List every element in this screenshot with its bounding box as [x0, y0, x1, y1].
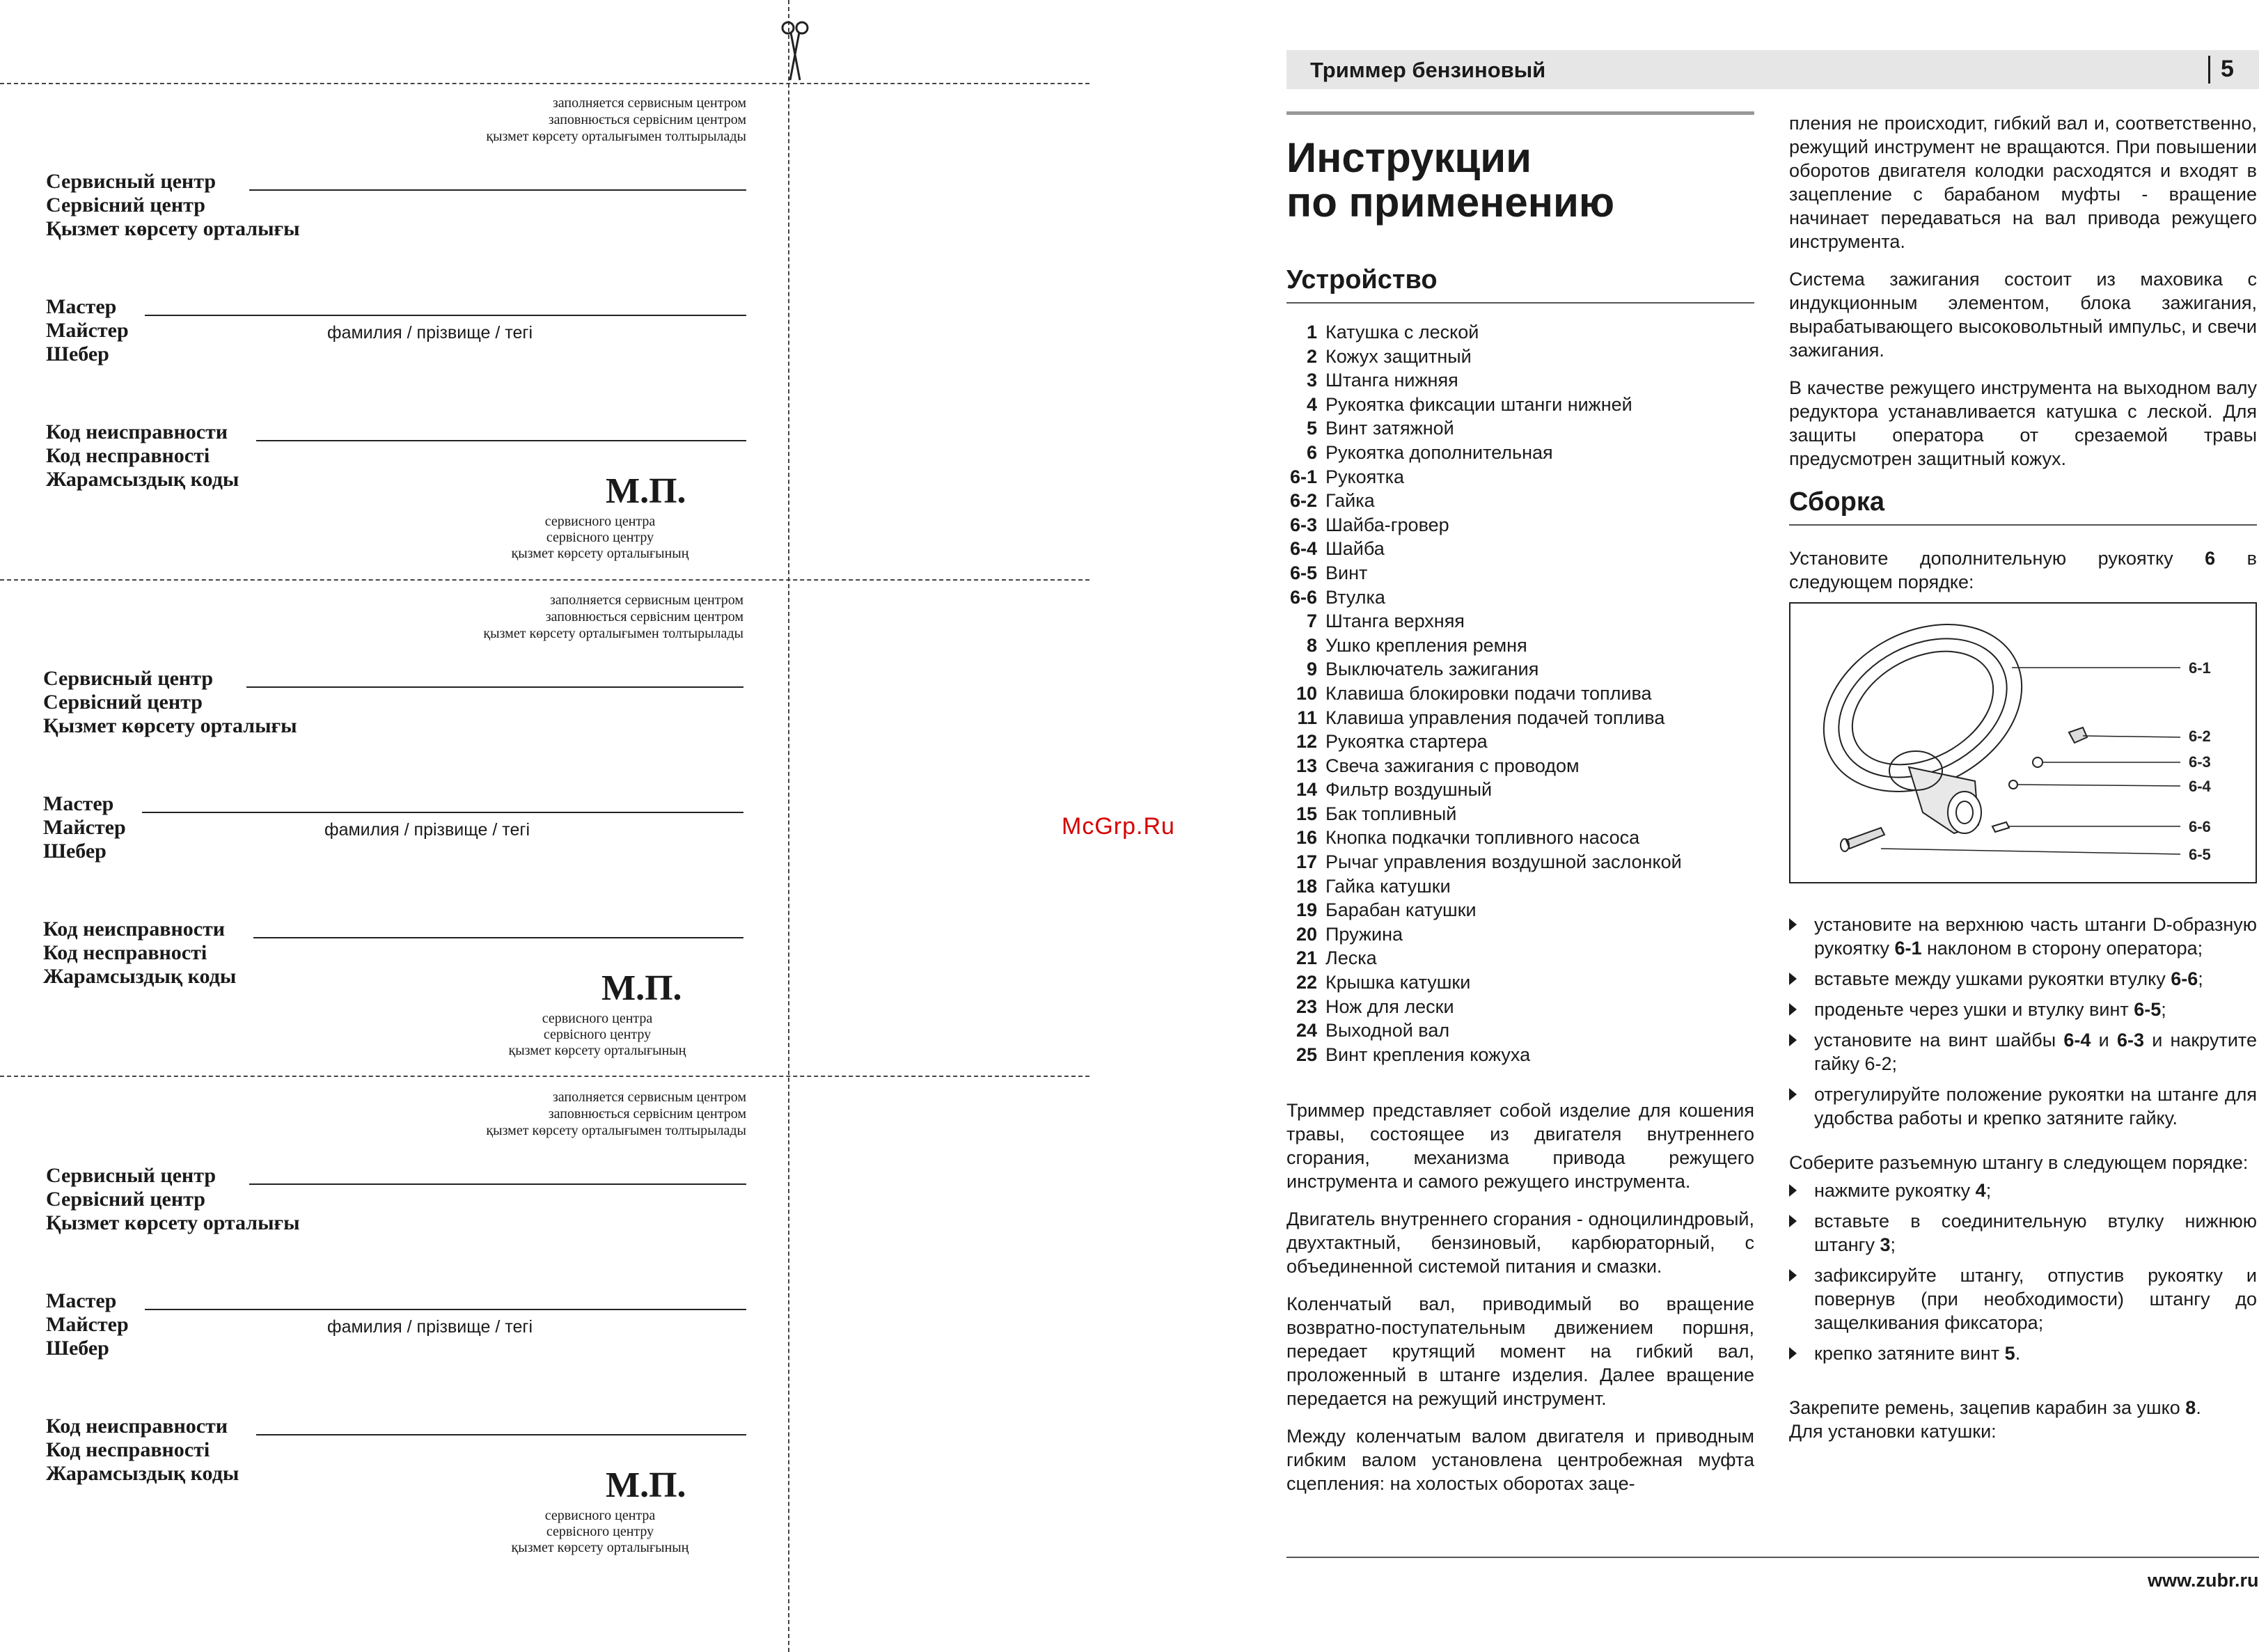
parts-list-item	[1286, 465, 1754, 489]
part-label: Кнопка подкачки топливного насоса	[1325, 827, 1640, 849]
parts-list-item	[1286, 995, 1754, 1019]
part-label: Рукоятка фиксации штанги нижней	[1325, 393, 1632, 415]
parts-list-item	[1286, 682, 1754, 706]
seal-note: сервисного центра сервісного центру қызмет көрсету орталығының	[511, 1508, 689, 1555]
part-label: Гайка катушки	[1325, 875, 1451, 897]
seal-note: сервисного центра сервісного центру қызмет көрсету орталығының	[508, 1011, 686, 1058]
master-field[interactable]	[145, 1309, 746, 1310]
part-number: 2	[1306, 345, 1317, 367]
parts-list-item	[1286, 970, 1754, 995]
bullet-arrow-icon	[1789, 1347, 1797, 1360]
part-label: Рукоятка	[1325, 466, 1405, 487]
bullet-arrow-icon	[1789, 1215, 1797, 1227]
handle-assembly-steps	[1789, 913, 2257, 1130]
master-labels: Мастер Майстер Шебер	[46, 1289, 129, 1360]
part-label: Фильтр воздушный	[1325, 779, 1493, 801]
step-item: нажмите рукоятку 4;	[1789, 1179, 2257, 1202]
part-number: 7	[1306, 611, 1317, 632]
fill-note: заполняется сервисным центром заповнюється сервісним центром қызмет көрсету орталығымен толтырылады	[483, 592, 743, 641]
figure-label-6-5: 6-5	[2189, 846, 2211, 863]
master-labels: Мастер Майстер Шебер	[43, 792, 126, 863]
content-column-1	[1286, 111, 1754, 1495]
bullet-arrow-icon	[1789, 1184, 1797, 1197]
part-label: Кожух защитный	[1325, 345, 1472, 367]
part-label: Шайба	[1325, 538, 1385, 560]
name-hint: фамилия / прізвище / тегі	[327, 1317, 533, 1337]
part-label: Катушка с леской	[1325, 322, 1479, 343]
parts-list-item	[1286, 874, 1754, 899]
parts-list-item	[1286, 946, 1754, 970]
step-item: зафиксируйте штангу, отпустив рукоятку и повернув (при необходимости) штангу до защелкивания фиксатора;	[1789, 1264, 2257, 1335]
spool-intro: Для установки катушки:	[1789, 1421, 1997, 1442]
name-hint: фамилия / прізвище / тегі	[324, 820, 530, 840]
figure-label-6-3: 6-3	[2189, 753, 2211, 771]
parts-list-item	[1286, 922, 1754, 947]
parts-list-item	[1286, 898, 1754, 922]
handle-assembly-figure	[1789, 602, 2257, 883]
fill-note: заполняется сервисным центром заповнюється сервісним центром қызмет көрсету орталығымен толтырылады	[486, 1089, 746, 1138]
part-number: 11	[1297, 707, 1317, 728]
clutch-paragraph: пления не происходит, гибкий вал и, соответственно, режущий инструмент не вращаются. При повышении оборотов двигателя колодки расходятся и входят в зацепление с барабаном муфты - вращение начинает передаваться на вал привода режущего инструмента.	[1789, 113, 2257, 252]
horizontal-cut-line-1	[0, 83, 1089, 84]
vertical-cut-line	[788, 0, 789, 1652]
footer-url[interactable]: www.zubr.ru	[2148, 1570, 2259, 1591]
part-label: Рычаг управления воздушной заслонкой	[1325, 851, 1682, 873]
rod-assembly-steps	[1789, 1179, 2257, 1365]
part-number: 10	[1296, 682, 1317, 704]
parts-list-item	[1286, 368, 1754, 393]
parts-list-item	[1286, 416, 1754, 441]
figure-label-6-4: 6-4	[2189, 778, 2211, 795]
part-label: Штанга верхняя	[1325, 611, 1465, 632]
bullet-arrow-icon	[1789, 973, 1797, 985]
parts-list-item	[1286, 537, 1754, 561]
part-label: Рукоятка дополнительная	[1325, 441, 1553, 463]
part-number: 16	[1296, 827, 1317, 849]
part-number: 12	[1296, 731, 1317, 753]
fill-note: заполняется сервисным центром заповнюється сервісним центром қызмет көрсету орталығымен толтырылады	[486, 95, 746, 144]
part-number: 1	[1306, 322, 1317, 343]
part-label: Гайка	[1325, 490, 1375, 512]
master-labels: Мастер Майстер Шебер	[46, 295, 129, 365]
parts-list-item	[1286, 730, 1754, 754]
content-column-2	[1789, 111, 2257, 1443]
part-number: 4	[1306, 393, 1317, 415]
fault-code-labels: Код неисправности Код несправності Жарамсыздық коды	[46, 420, 239, 491]
part-label: Выходной вал	[1325, 1020, 1450, 1041]
part-label: Леска	[1325, 947, 1377, 969]
figure-label-6-6: 6-6	[2189, 818, 2211, 835]
bullet-arrow-icon	[1789, 918, 1797, 931]
parts-list-item	[1286, 802, 1754, 826]
rod-assembly-intro: Соберите разъемную штангу в следующем порядке:	[1789, 1152, 2249, 1173]
parts-list-item	[1286, 634, 1754, 658]
part-label: Нож для лески	[1325, 996, 1454, 1017]
part-number: 20	[1296, 923, 1317, 945]
parts-list-item	[1286, 393, 1754, 417]
parts-list	[1286, 320, 1754, 1067]
device-heading: Устройство	[1286, 265, 1438, 294]
bullet-arrow-icon	[1789, 1088, 1797, 1101]
part-label: Выключатель зажигания	[1325, 659, 1539, 680]
part-label: Барабан катушки	[1325, 899, 1477, 921]
parts-list-item	[1286, 1043, 1754, 1067]
part-number: 22	[1296, 972, 1317, 993]
service-center-field[interactable]	[249, 189, 746, 191]
part-number: 14	[1296, 779, 1317, 801]
parts-list-item	[1286, 609, 1754, 634]
figure-label-6-1: 6-1	[2189, 659, 2211, 677]
part-label: Штанга нижняя	[1325, 370, 1458, 391]
step-item: крепко затяните винт 5.	[1789, 1342, 2257, 1365]
parts-list-item	[1286, 850, 1754, 874]
figure-label-6-2: 6-2	[2189, 727, 2211, 745]
page-title: Инструкции по применению	[1286, 134, 1615, 226]
belt-instruction: Закрепите ремень, зацепив карабин за ушко 8.	[1789, 1397, 2201, 1418]
part-label: Крышка катушки	[1325, 972, 1471, 993]
parts-list-item	[1286, 1018, 1754, 1043]
page-header-title: Триммер бензиновый	[1310, 58, 1546, 82]
assembly-intro: Установите дополнительную рукоятку 6 в следующем порядке:	[1789, 548, 2257, 592]
part-number: 15	[1296, 803, 1317, 824]
fault-code-field[interactable]	[253, 937, 743, 938]
part-number: 6-1	[1289, 466, 1317, 487]
master-field[interactable]	[142, 812, 743, 813]
part-label: Свеча зажигания с проводом	[1325, 755, 1580, 776]
service-center-labels: Сервисный центр Сервісний центр Қызмет көрсету орталығы	[43, 667, 297, 737]
part-label: Бак топливный	[1325, 803, 1457, 824]
warranty-coupon-1	[0, 89, 780, 580]
parts-list-item	[1286, 585, 1754, 610]
service-center-labels: Сервисный центр Сервісний центр Қызмет көрсету орталығы	[46, 1164, 300, 1234]
parts-list-item	[1286, 706, 1754, 730]
part-number: 6-5	[1289, 562, 1317, 583]
part-label: Винт	[1325, 562, 1368, 583]
ignition-paragraph: Система зажигания состоит из маховика с индукционным элементом, блока зажигания, вырабатывающего высоковольтный импульс, и свечи зажигания.	[1789, 269, 2257, 361]
parts-list-item	[1286, 441, 1754, 465]
scissors-icon	[781, 21, 809, 84]
fault-code-field[interactable]	[256, 1434, 746, 1435]
parts-list-item	[1286, 657, 1754, 682]
parts-list-item	[1286, 561, 1754, 585]
part-number: 6-3	[1289, 514, 1317, 535]
part-number: 24	[1296, 1020, 1317, 1041]
parts-list-item	[1286, 754, 1754, 778]
seal-note: сервисного центра сервісного центру қызмет көрсету орталығының	[511, 514, 689, 561]
name-hint: фамилия / прізвище / тегі	[327, 323, 533, 343]
part-label: Пружина	[1325, 923, 1403, 945]
part-number: 6-4	[1289, 538, 1317, 560]
step-item: вставьте между ушками рукоятки втулку 6-6;	[1789, 967, 2257, 991]
fault-code-field[interactable]	[256, 440, 746, 441]
step-item: установите на винт шайбы 6-4 и 6-3 и накрутите гайку 6-2;	[1789, 1028, 2257, 1076]
part-label: Рукоятка стартера	[1325, 731, 1488, 753]
footer-rule	[1286, 1557, 2259, 1558]
step-item: отрегулируйте положение рукоятки на штанге для удобства работы и крепко затяните гайку.	[1789, 1083, 2257, 1130]
part-number: 9	[1306, 659, 1317, 680]
parts-list-item	[1286, 778, 1754, 802]
parts-list-item	[1286, 826, 1754, 850]
stamp-place: М.П.	[601, 968, 682, 1008]
part-number: 25	[1296, 1044, 1317, 1065]
part-number: 13	[1296, 755, 1317, 776]
parts-list-item	[1286, 513, 1754, 537]
warranty-coupon-2	[0, 586, 780, 1077]
description-paragraph-3: Коленчатый вал, приводимый во вращение возвратно-поступательным движением поршня, передает крутящий момент на гибкий вал, проложенный в штанге изделия. Далее вращение передается на режущий инструмент.	[1286, 1293, 1754, 1410]
fault-code-labels: Код неисправности Код несправності Жарамсыздық коды	[43, 918, 237, 988]
part-number: 17	[1296, 851, 1317, 873]
bullet-arrow-icon	[1789, 1003, 1797, 1016]
step-item: проденьте через ушки и втулку винт 6-5;	[1789, 998, 2257, 1021]
description-paragraph-4: Между коленчатым валом двигателя и приводным гибким валом установлена центробежная муфта сцепления: на холостых оборотах заце-	[1286, 1426, 1754, 1495]
part-number: 5	[1306, 418, 1317, 439]
part-label: Винт крепления кожуха	[1325, 1044, 1531, 1065]
assembly-heading: Сборка	[1789, 487, 1884, 517]
warranty-coupon-3	[0, 1083, 780, 1574]
service-center-field[interactable]	[246, 686, 743, 688]
service-center-field[interactable]	[249, 1183, 746, 1185]
stamp-place: М.П.	[606, 1465, 686, 1505]
part-number: 21	[1296, 947, 1317, 969]
page-number: 5	[2221, 56, 2234, 82]
part-number: 6-6	[1289, 586, 1317, 608]
part-number: 23	[1296, 996, 1317, 1017]
fault-code-labels: Код неисправности Код несправності Жарамсыздық коды	[46, 1415, 239, 1485]
parts-list-item	[1286, 320, 1754, 345]
part-label: Ушко крепления ремня	[1325, 634, 1527, 656]
part-number: 19	[1296, 899, 1317, 921]
parts-list-item	[1286, 489, 1754, 513]
part-label: Втулка	[1325, 586, 1385, 608]
bullet-arrow-icon	[1789, 1269, 1797, 1282]
master-field[interactable]	[145, 315, 746, 316]
header-separator	[2208, 56, 2210, 84]
part-number: 18	[1296, 875, 1317, 897]
part-number: 3	[1306, 370, 1317, 391]
description-paragraph-2: Двигатель внутреннего сгорания - одноцилиндровый, двухтактный, бензиновый, карбюраторный, с объединенной системой питания и смазки.	[1286, 1209, 1754, 1277]
service-center-labels: Сервисный центр Сервісний центр Қызмет көрсету орталығы	[46, 170, 300, 240]
watermark: McGrp.Ru	[1062, 813, 1175, 840]
part-label: Клавиша блокировки подачи топлива	[1325, 682, 1652, 704]
part-label: Шайба-гровер	[1325, 514, 1449, 535]
cutting-tool-paragraph: В качестве режущего инструмента на выходном валу редуктора устанавливается катушка с леской. Для защиты оператора от срезаемой травы предусмотрен защитный кожух.	[1789, 377, 2257, 469]
step-item: установите на верхнюю часть штанги D-образную рукоятку 6-1 наклоном в сторону оператора;	[1789, 913, 2257, 960]
part-number: 6	[1306, 441, 1317, 463]
bullet-arrow-icon	[1789, 1034, 1797, 1046]
part-number: 8	[1306, 634, 1317, 656]
part-label: Винт затяжной	[1325, 418, 1454, 439]
handle-assembly-drawing	[1790, 604, 2256, 879]
part-label: Клавиша управления подачей топлива	[1325, 707, 1665, 728]
part-number: 6-2	[1289, 490, 1317, 512]
stamp-place: М.П.	[606, 471, 686, 511]
parts-list-item	[1286, 345, 1754, 369]
description-paragraph-1: Триммер представляет собой изделие для кошения травы, состоящее из двигателя внутреннего сгорания, механизма привода режущего инструмента и самого режущего инструмента.	[1286, 1100, 1754, 1193]
step-item: вставьте в соединительную втулку нижнюю штангу 3;	[1789, 1209, 2257, 1257]
